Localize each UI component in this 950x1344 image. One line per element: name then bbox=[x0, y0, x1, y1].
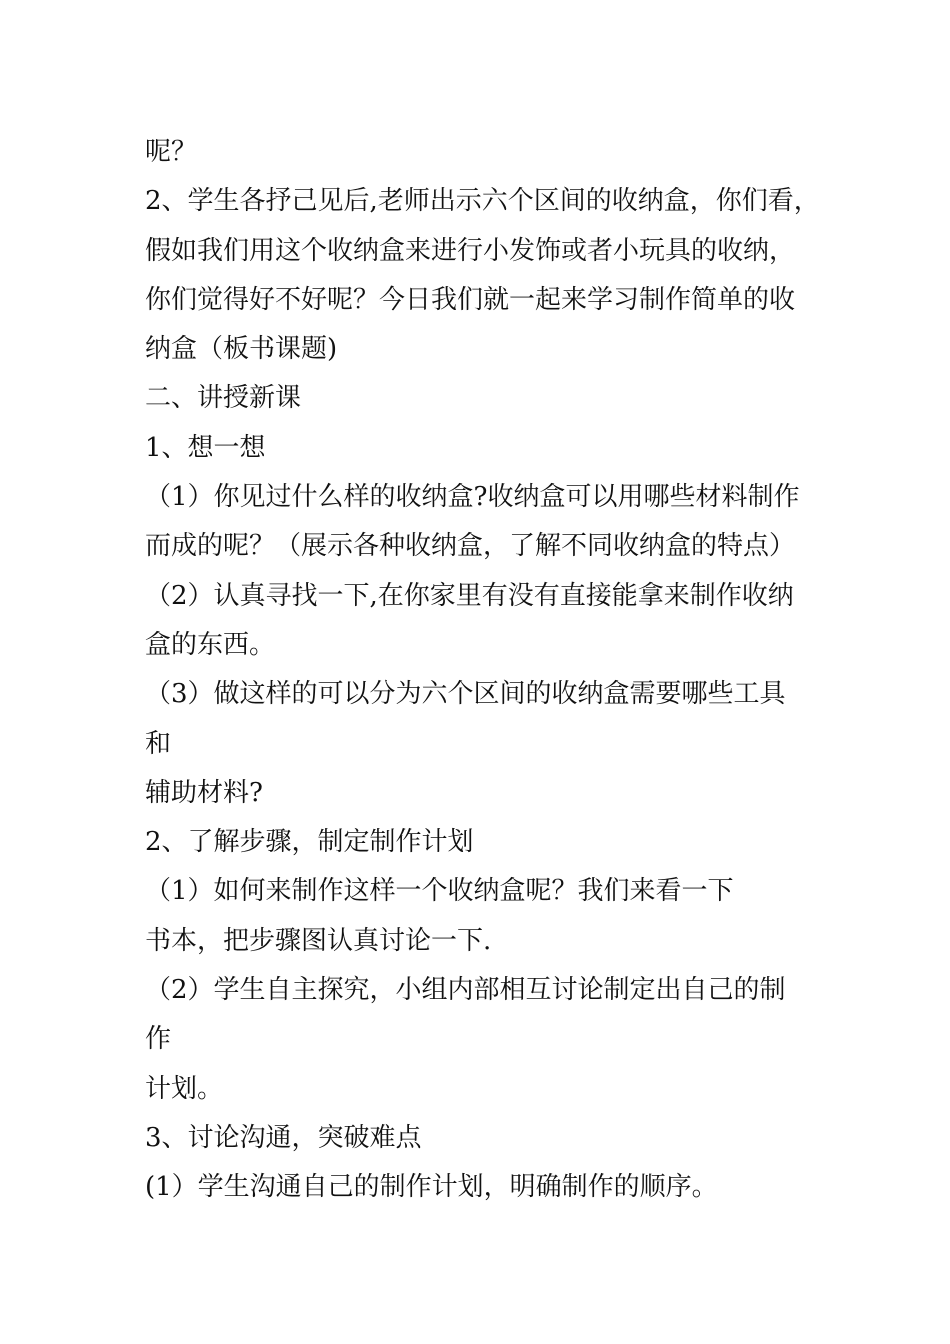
text-line: 作 bbox=[145, 1024, 172, 1055]
subsection-heading: 2、了解步骤，制定制作计划 bbox=[145, 827, 474, 858]
text-line: （1）你见过什么样的收纳盒?收纳盒可以用哪些材料制作 bbox=[145, 482, 800, 513]
text-line: 假如我们用这个收纳盒来进行小发饰或者小玩具的收纳， bbox=[145, 235, 796, 266]
text-line: 而成的呢？（展示各种收纳盒，了解不同收纳盒的特点） bbox=[145, 531, 796, 562]
text-line: （2）学生自主探究，小组内部相互讨论制定出自己的制 bbox=[145, 975, 786, 1006]
subsection-heading: 1、想一想 bbox=[145, 432, 266, 463]
document-body bbox=[145, 128, 820, 1213]
text-line: 辅助材料? bbox=[145, 777, 263, 808]
subsection-heading: 3、讨论沟通，突破难点 bbox=[145, 1122, 422, 1153]
text-line: （3）做这样的可以分为六个区间的收纳盒需要哪些工具 bbox=[145, 679, 786, 710]
text-line: 你们觉得好不好呢？今日我们就一起来学习制作简单的收 bbox=[145, 284, 796, 315]
text-line: 呢？ bbox=[145, 137, 198, 167]
text-line: 计划。 bbox=[145, 1073, 224, 1104]
section-heading: 二、讲授新课 bbox=[145, 383, 302, 414]
text-line: 和 bbox=[145, 728, 172, 759]
text-line: 书本，把步骤图认真讨论一下. bbox=[145, 925, 492, 956]
text-line: （2）认真寻找一下,在你家里有没有直接能拿来制作收纳 bbox=[145, 580, 794, 611]
text-line: (1）学生沟通自己的制作计划，明确制作的顺序。 bbox=[145, 1172, 718, 1203]
text-line: 纳盒（板书课题) bbox=[145, 334, 338, 365]
text-line: 盒的东西。 bbox=[145, 629, 276, 660]
text-line: 2、学生各抒己见后,老师出示六个区间的收纳盒，你们看， bbox=[145, 186, 820, 217]
text-line: （1）如何来制作这样一个收纳盒呢？我们来看一下 bbox=[145, 876, 734, 907]
